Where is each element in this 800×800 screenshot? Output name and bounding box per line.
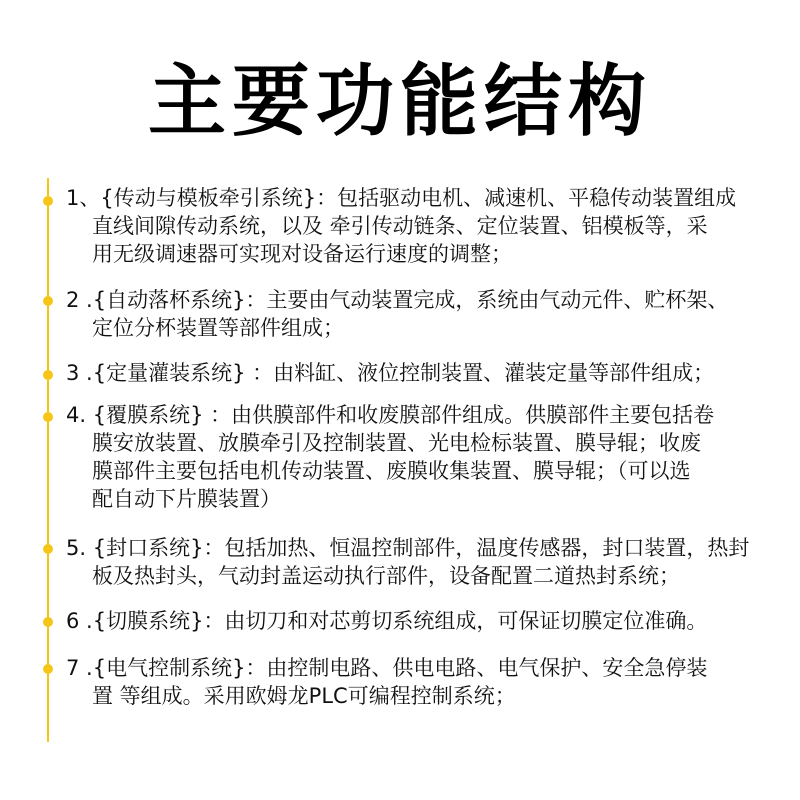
page-title: 主要功能结构 <box>147 57 652 147</box>
item-line: 配自动下片膜装置） <box>92 487 281 511</box>
item-line: 直线间隙传动系统，以及 牵引传动链条、定位装置、铝模板等，采 <box>92 214 708 238</box>
item-line: 1、{传动与模板牵引系统}：包括驱动电机、减速机、平稳传动装置组成 <box>66 186 737 210</box>
bullet-dot <box>43 196 53 206</box>
list-item <box>66 607 766 635</box>
item-line: 3 .{定量灌装系统} ：由料缸、液位控制装置、灌装定量等部件组成； <box>66 361 715 385</box>
list-item <box>66 286 766 342</box>
item-line: 定位分杯装置等部件组成； <box>92 316 344 340</box>
list-item <box>66 401 766 513</box>
bullet-dot <box>43 544 53 554</box>
item-line: 置 等组成。采用欧姆龙PLC可编程控制系统； <box>92 684 516 708</box>
bullet-dot <box>43 296 53 306</box>
bullet-dot <box>43 412 53 422</box>
list-item <box>66 654 766 710</box>
item-line: 7 .{电气控制系统}：由控制电路、供电电路、电气保护、安全急停装 <box>66 656 708 680</box>
item-line: 6 .{切膜系统}：由切刀和对芯剪切系统组成，可保证切膜定位准确。 <box>66 609 708 633</box>
list-item <box>66 534 766 590</box>
bullet-dot <box>43 370 53 380</box>
item-line: 膜安放装置、放膜牵引及控制装置、光电检标装置、膜导辊；收废 <box>92 431 701 455</box>
item-line: 膜部件主要包括电机传动装置、废膜收集装置、膜导辊；（可以选 <box>92 459 691 483</box>
item-line: 板及热封头，气动封盖运动执行部件，设备配置二道热封系统； <box>92 564 680 588</box>
item-line: 用无级调速器可实现对设备运行速度的调整； <box>92 242 512 266</box>
timeline-line <box>47 178 49 742</box>
list-item <box>66 359 766 387</box>
item-line: 5. {封口系统}：包括加热、恒温控制部件，温度传感器，封口装置，热封 <box>66 536 750 560</box>
bullet-dot <box>43 617 53 627</box>
bullet-dot <box>43 664 53 674</box>
item-line: 4. {覆膜系统} ：由供膜部件和收废膜部件组成。供膜部件主要包括卷 <box>66 403 715 427</box>
item-line: 2 .{自动落杯系统}：主要由气动装置完成，系统由气动元件、贮杯架、 <box>66 288 729 312</box>
list-item <box>66 184 766 268</box>
